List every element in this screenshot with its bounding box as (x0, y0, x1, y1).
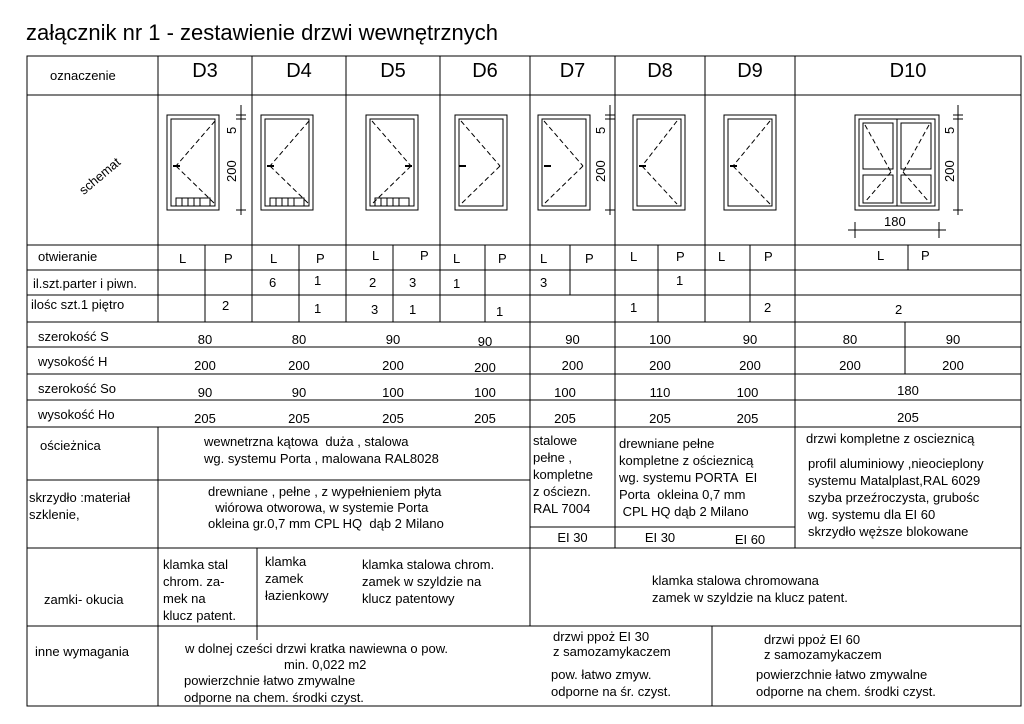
value-szer-s: 90 (385, 332, 401, 347)
other-req-d7-d8: drzwi ppoż EI 30 z samozamykaczem (553, 629, 671, 659)
qty-parter: 1 (453, 276, 461, 291)
opening-side: L (270, 251, 278, 266)
opening-side: P (224, 251, 233, 266)
opening-side: L (453, 251, 461, 266)
leaf-spec-main: drewniane , pełne , z wypełnieniem płyta wiórowa otworowa, w systemie Porta okleina gr.0,7 mm CPL HQ dąb 2 Milano (208, 484, 444, 531)
dim-height-label: 200 (224, 160, 239, 182)
value-szer-so: 100 (474, 385, 496, 400)
value-szer-s: 90 (742, 332, 758, 347)
opening-side: P (676, 249, 685, 264)
d10-title: drzwi kompletne z oscieznicą (806, 431, 975, 446)
qty-pietro: 2 (764, 300, 772, 315)
label-oscieznica: ościeżnica (40, 438, 101, 453)
door-drawing-d4 (261, 115, 313, 210)
door-schematics (0, 0, 1024, 245)
label-otwieranie: otwieranie (38, 249, 98, 264)
door-code: D9 (737, 60, 763, 82)
value-szer-s: 90 (477, 334, 493, 349)
label-inne: inne wymagania (35, 644, 129, 659)
fire-class: EI 30 (557, 530, 588, 545)
label-zamki: zamki- okucia (44, 592, 124, 607)
value-wys-ho: 205 (194, 411, 216, 426)
other-req-d9-d10-b: powierzchnie łatwo zmywalne odporne na chem. środki czyst. (756, 667, 936, 699)
lock-spec-1: klamka stal chrom. za- mek na klucz patent. (163, 557, 236, 623)
value-szer-so: 90 (291, 385, 307, 400)
lock-spec-2: klamka zamek łazienkowy (265, 554, 329, 603)
label-wys-ho: wysokość Ho (38, 407, 115, 422)
qty-pietro: 2 (222, 298, 230, 313)
other-req-2: min. 0,022 m2 (284, 657, 367, 672)
value-wys-h: 200 (839, 358, 861, 373)
value-wys-ho: 205 (736, 411, 759, 426)
door-code: D8 (647, 60, 673, 82)
value-wys-ho: 205 (382, 411, 404, 426)
door-code: D6 (472, 60, 498, 82)
opening-side: P (764, 249, 773, 264)
lock-spec-3: klamka stalowa chrom. zamek w szyldzie na klucz patentowy (362, 557, 495, 606)
other-req-3: powierzchnie łatwo zmywalne odporne na chem. środki czyst. (184, 673, 364, 705)
other-req-d7-d8-b: pow. łatwo zmyw. odporne na śr. czyst. (551, 667, 671, 699)
label-skrzydlo: skrzydło :materiał szklenie, (29, 490, 131, 522)
qty-parter: 3 (409, 275, 417, 290)
dim-frame-label: 5 (593, 126, 608, 134)
value-wys-h: 200 (382, 358, 404, 373)
fire-class: EI 60 (734, 532, 766, 547)
d7-spec: stalowe pełne , kompletne z ościezn. RAL 7004 (533, 433, 593, 516)
fire-class: EI 30 (644, 530, 676, 545)
value-wys-h: 200 (288, 358, 310, 373)
value-szer-so: 100 (736, 385, 759, 400)
value-wys-ho: 205 (554, 411, 576, 426)
door-drawing-d8 (633, 115, 685, 210)
value-szer-so: 90 (197, 385, 213, 400)
door-drawing-d9 (724, 115, 776, 210)
value-wys-h: 200 (474, 360, 496, 375)
opening-side: P (498, 251, 507, 266)
value-szer-so: 110 (649, 385, 671, 400)
d8-spec: drewniane pełne kompletne z ościeznicą wg. systemu PORTA EI Porta okleina 0,7 mm CPL HQ dąb 2 Milano (619, 436, 758, 519)
label-szer-so: szerokość So (38, 381, 117, 396)
dim-frame-label: 5 (942, 126, 957, 134)
page-title: załącznik nr 1 - zestawienie drzwi wewnętrznych (26, 20, 498, 45)
value-wys-h: 200 (561, 358, 584, 373)
qty-pietro: 1 (630, 300, 638, 315)
value-szer-s: 80 (842, 332, 858, 347)
opening-side: L (179, 251, 187, 266)
door-drawing-d6 (455, 115, 507, 210)
value-szer-s: 80 (291, 332, 307, 347)
value-wys-ho: 205 (649, 411, 671, 426)
other-req-d9-d10: drzwi ppoż EI 60 z samozamykaczem (764, 632, 882, 662)
opening-side: L (372, 248, 380, 263)
value-wys-ho: 205 (897, 410, 919, 425)
value-szer-s: 90 (565, 332, 580, 347)
qty-pietro: 1 (409, 302, 417, 317)
label-szer-s: szerokość S (38, 329, 109, 344)
door-code: D7 (559, 60, 586, 82)
qty-parter: 2 (369, 275, 377, 290)
qty-pietro: 2 (895, 302, 903, 317)
door-drawing-d5 (366, 115, 418, 210)
dim-height-label: 200 (942, 160, 957, 182)
label-pietro: ilośc szt.1 piętro (31, 297, 125, 312)
door-code: D4 (286, 60, 312, 82)
dim-frame-label: 5 (224, 126, 239, 134)
qty-parter: 1 (676, 273, 684, 288)
label-schemat: schemat (76, 154, 124, 198)
qty-pietro: 1 (314, 301, 322, 316)
opening-side: L (877, 248, 885, 263)
dim-width-label: 180 (884, 214, 906, 229)
opening-side: P (585, 251, 594, 266)
value-wys-ho: 205 (288, 411, 310, 426)
label-oznaczenie: oznaczenie (50, 68, 116, 83)
opening-side: P (420, 248, 429, 263)
dim-height-label: 200 (593, 160, 608, 182)
value-szer-s: 100 (649, 332, 671, 347)
opening-side: P (921, 248, 930, 263)
value-wys-h: 200 (739, 358, 761, 373)
qty-pietro: 3 (371, 302, 379, 317)
value-wys-ho: 205 (474, 411, 496, 426)
door-code: D5 (380, 60, 406, 82)
value-szer-so: 180 (897, 383, 919, 398)
opening-side: P (316, 251, 325, 266)
frame-spec-main: wewnetrzna kątowa duża , stalowa wg. systemu Porta , malowana RAL8028 (204, 434, 439, 466)
qty-pietro: 1 (496, 304, 504, 319)
value-wys-h: 200 (942, 358, 964, 373)
qty-parter: 3 (540, 275, 548, 290)
door-code: D10 (889, 60, 927, 82)
door-code: D3 (192, 60, 218, 82)
opening-side: L (540, 251, 548, 266)
opening-side: L (630, 249, 638, 264)
value-szer-so: 100 (554, 385, 576, 400)
label-wys-h: wysokość H (38, 354, 108, 369)
value-szer-s: 80 (197, 332, 213, 347)
d10-spec: profil aluminiowy ,nieocieplony systemu Matalplast,RAL 6029 szyba przeźroczysta, grubośc wg. systemu dla EI 60 skrzydło węższe blokowane (808, 456, 984, 539)
other-req-1: w dolnej cześci drzwi kratka nawiewna o pow. (185, 641, 449, 656)
opening-side: L (718, 249, 726, 264)
qty-parter: 6 (269, 275, 277, 290)
qty-parter: 1 (314, 273, 322, 288)
lock-spec-4: klamka stalowa chromowana zamek w szyldzie na klucz patent. (652, 573, 848, 605)
value-wys-h: 200 (194, 358, 216, 373)
value-szer-s: 90 (945, 332, 961, 347)
value-wys-h: 200 (649, 358, 671, 373)
label-parter: il.szt.parter i piwn. (33, 276, 138, 291)
value-szer-so: 100 (382, 385, 404, 400)
